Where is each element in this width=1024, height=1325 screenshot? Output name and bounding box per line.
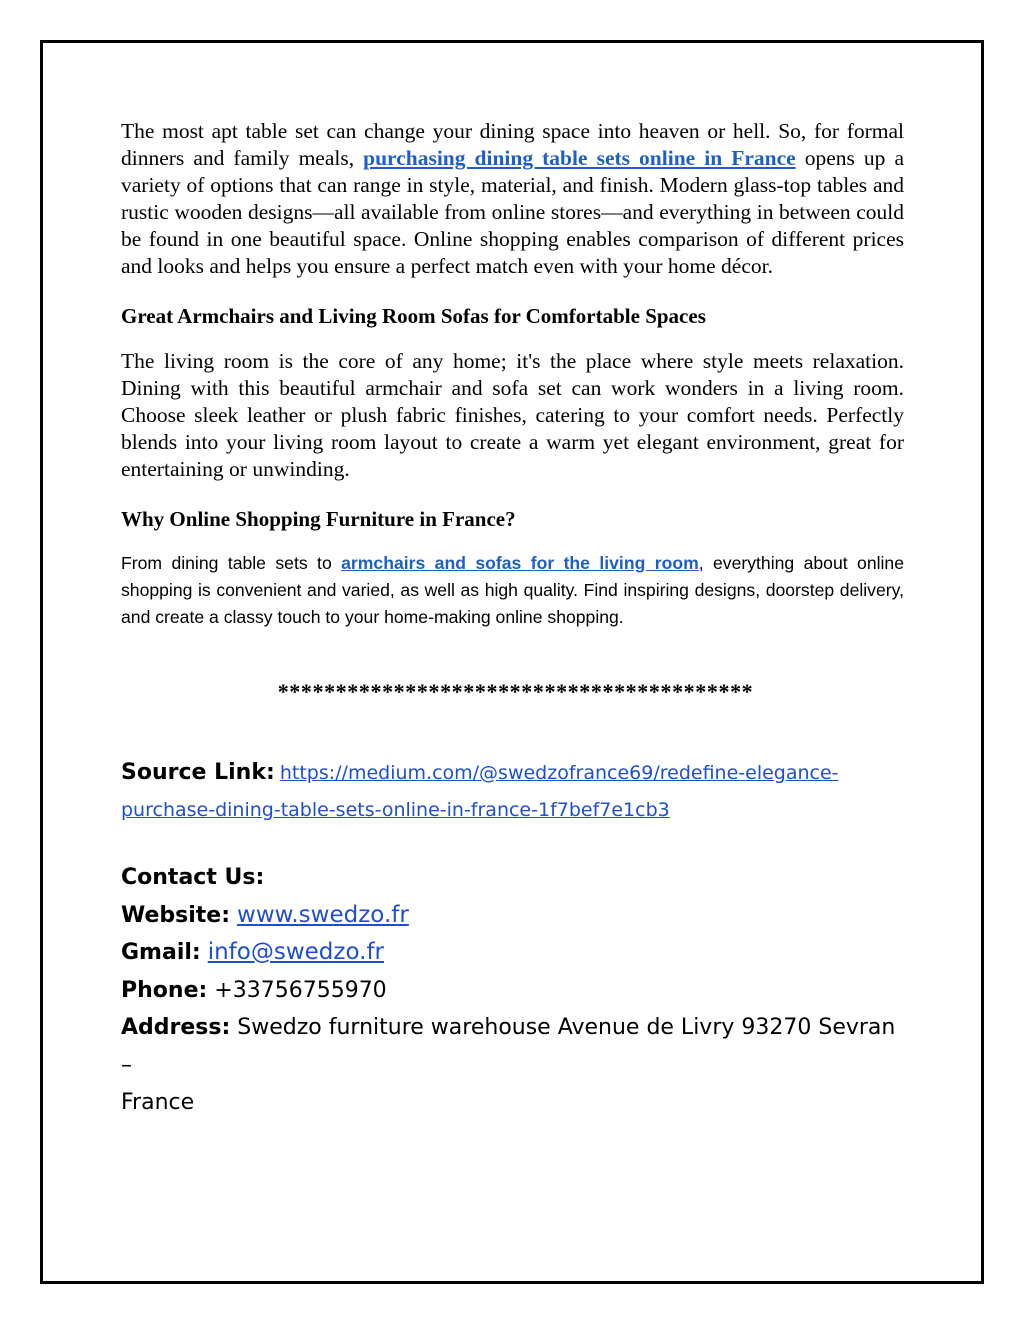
- intro-text-end: opens up a variety of options that can range in style, material, and finish. Modern glass-top tables and rustic wooden designs—all available from online stores—and everything in between could be found in one beautiful space. Online shopping enables comparison of different prices and looks and helps you ensure a perfect match even with your home décor.: [121, 146, 905, 278]
- contact-heading: [121, 859, 904, 897]
- website-line: [121, 897, 904, 935]
- phone-label: Phone:: [121, 977, 208, 1003]
- contact-heading-text: Contact Us:: [121, 865, 265, 890]
- address-label: Address:: [121, 1015, 231, 1040]
- armchairs-heading: Great Armchairs and Living Room Sofas for Comfortable Spaces: [121, 304, 706, 328]
- website-link[interactable]: www.swedzo.fr: [237, 901, 409, 928]
- gmail-link[interactable]: info@swedzo.fr: [207, 939, 385, 965]
- document-content: [121, 118, 904, 1122]
- online-text-end: , everything about online shopping is convenient and varied, as well as high quality. Find inspiring designs, doorstep delivery, and create a classy touch to your home-making online shopping.: [121, 553, 904, 627]
- phone-line: [121, 972, 904, 1010]
- website-label: Website:: [121, 902, 231, 928]
- why-online-heading: Why Online Shopping Furniture in France?: [121, 507, 516, 531]
- phone-value: +33756755970: [214, 977, 387, 1003]
- online-shopping-paragraph: [121, 550, 904, 631]
- gmail-line: [121, 934, 904, 972]
- living-room-paragraph: The living room is the core of any home; it's the place where style meets relaxation. Dining with this beautiful armchair and sofa set can work wonders in a living room. Choose sleek leather or plush fabric finishes, catering to your comfort needs. Perfectly blends into your living room layout to create a warm yet elegant environment, great for entertaining or unwinding.: [121, 349, 904, 481]
- source-link-label: Source Link:: [121, 760, 275, 785]
- address-line: [121, 1009, 904, 1122]
- contact-block: [121, 859, 904, 1122]
- intro-text-start: The most apt table set can change your dining space into heaven or hell. So, for formal dinners and family meals,: [121, 119, 904, 170]
- gmail-label: Gmail:: [121, 940, 201, 965]
- armchairs-sofas-link[interactable]: armchairs and sofas for the living room: [341, 553, 699, 573]
- intro-paragraph: [121, 118, 904, 280]
- source-url-line1: https://medium.com/@swedzofrance69/redefine-elegance-: [279, 762, 839, 784]
- separator-stars: *****************************************: [277, 679, 754, 704]
- online-text-start: From dining table sets to: [121, 553, 342, 573]
- address-value-line1: Swedzo furniture warehouse Avenue de Livry 93270 Sevran –: [121, 1015, 896, 1078]
- source-link-block: [121, 755, 904, 829]
- source-url-line2: purchase-dining-table-sets-online-in-france-1f7bef7e1cb3: [121, 799, 670, 821]
- dining-table-sets-link[interactable]: purchasing dining table sets online in France: [363, 146, 796, 170]
- address-value-line2: France: [121, 1090, 195, 1115]
